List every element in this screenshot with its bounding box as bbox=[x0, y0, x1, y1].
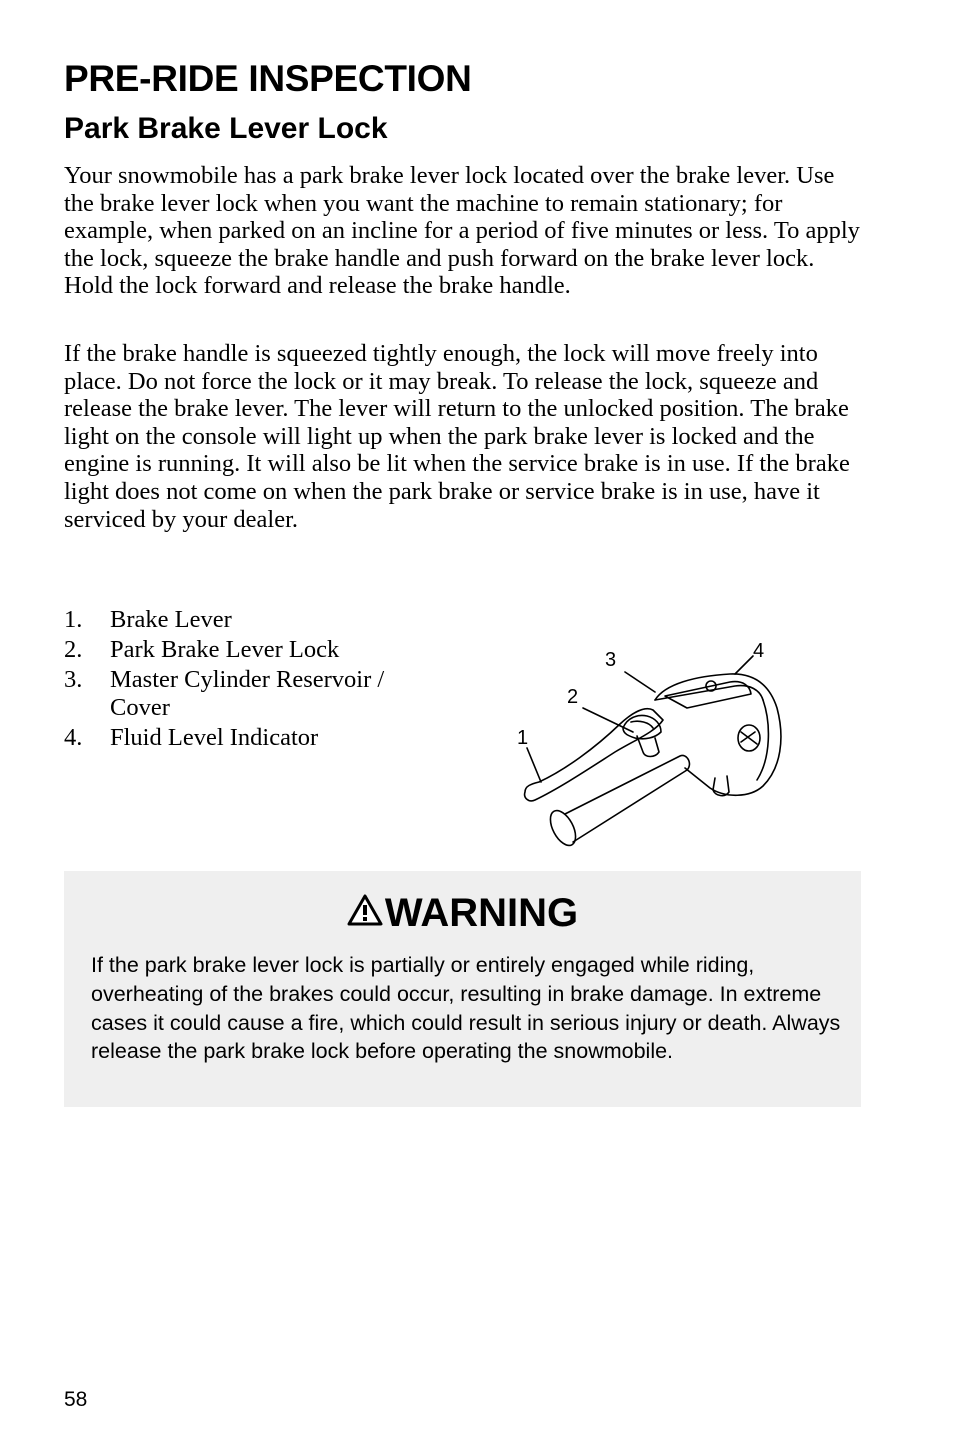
legend-label: Fluid Level Indicator bbox=[110, 723, 319, 751]
callout-1: 1 bbox=[517, 727, 529, 749]
legend-label: Park Brake Lever Lock bbox=[110, 635, 340, 663]
legend-item bbox=[64, 636, 444, 664]
legend-label: Master Cylinder Reservoir / Cover bbox=[110, 665, 385, 721]
handlebar-drawing bbox=[505, 628, 805, 864]
warning-title: WARNING bbox=[384, 891, 579, 935]
warning-text: If the park brake lever lock is partially or entirely engaged while riding, overheating of the brakes could occur, resulting in brake damage. In extreme cases it could cause a fire, which could result in serious injury or death. Always release the park brake lock before operating the snowmobile. bbox=[91, 953, 841, 1064]
section-title: PRE-RIDE INSPECTION bbox=[64, 58, 472, 99]
legend-number: 4. bbox=[64, 723, 83, 751]
callout-4: 4 bbox=[753, 640, 765, 662]
legend-item bbox=[64, 606, 444, 634]
brake-lever-illustration bbox=[505, 628, 805, 864]
figure-legend bbox=[64, 606, 444, 754]
body-paragraph: Your snowmobile has a park brake lever lock located over the brake lever. Use the brake lever lock when you want the machine to remain stationary; for example, when parked on an incline for a period of five minutes or less. To apply the lock, squeeze the brake handle and push forward on the brake lever lock. Hold the lock forward and release the brake handle. bbox=[64, 162, 860, 300]
legend-number: 1. bbox=[64, 606, 83, 633]
legend-number: 3. bbox=[64, 665, 83, 693]
page-number: 58 bbox=[64, 1388, 88, 1411]
callout-2: 2 bbox=[567, 686, 579, 708]
legend-number: 2. bbox=[64, 635, 83, 663]
callout-3: 3 bbox=[605, 649, 617, 671]
body-paragraph: If the brake handle is squeezed tightly enough, the lock will move freely into place. Do not force the lock or it may break. To release the lock, squeeze and release the brake lever. The lever will return to the unlocked position. The brake light on the console will light up when the park brake lever is locked and the engine is running. It will also be lit when the service brake is in use. If the brake light does not come on when the park brake or service brake is in use, have it serviced by your dealer. bbox=[64, 340, 850, 533]
legend-item bbox=[64, 666, 440, 721]
warning-heading bbox=[64, 889, 861, 937]
sub-title: Park Brake Lever Lock bbox=[64, 112, 388, 145]
legend-label: Brake Lever bbox=[110, 606, 232, 633]
legend-item bbox=[64, 724, 444, 752]
warning-triangle-icon bbox=[347, 894, 383, 926]
warning-box bbox=[64, 871, 861, 1107]
